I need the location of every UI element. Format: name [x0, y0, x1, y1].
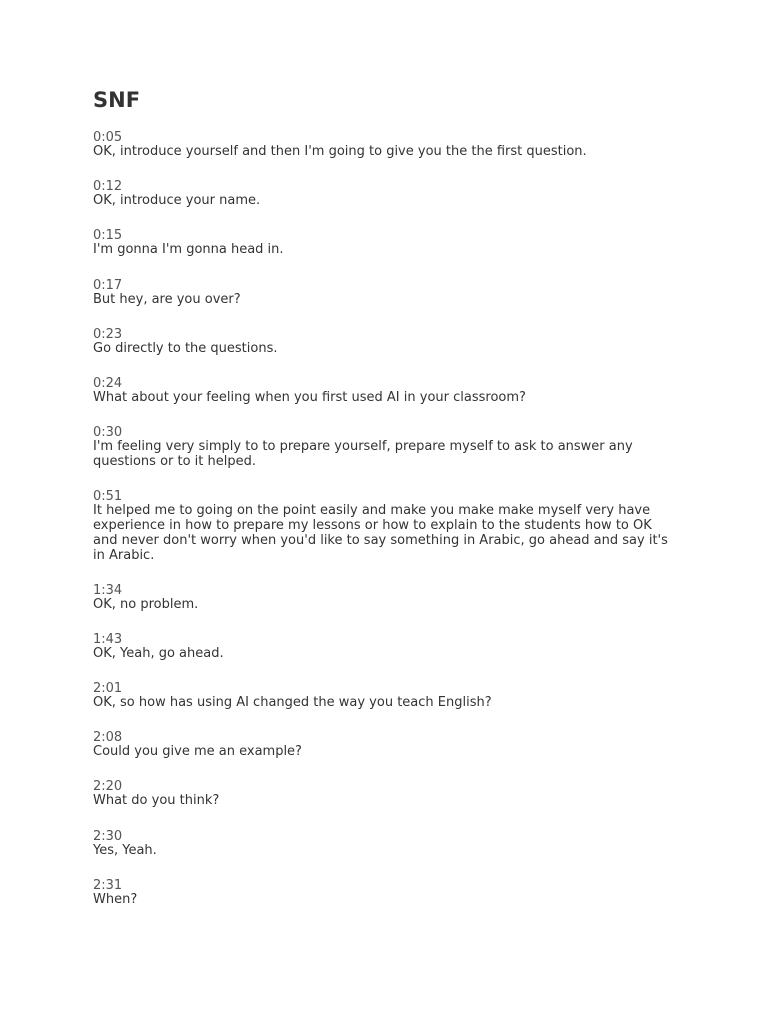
entry-timestamp: 0:51	[93, 489, 123, 505]
entry-text: I'm feeling very simply to to prepare yourself, prepare myself to ask to answer any questions or to it helped.	[93, 439, 633, 469]
transcript-entry	[93, 425, 673, 470]
transcript-entry	[93, 829, 673, 859]
transcript-entry	[93, 376, 673, 406]
entry-timestamp: 0:24	[93, 375, 123, 391]
entry-text: OK, introduce your name.	[93, 193, 261, 209]
transcript-entry	[93, 779, 673, 809]
entry-text: When?	[93, 891, 138, 907]
entry-text: What do you think?	[93, 793, 220, 809]
transcript-page	[93, 87, 673, 927]
document-title: SNF	[93, 88, 141, 112]
entry-timestamp: 0:30	[93, 425, 123, 441]
transcript-entry	[93, 681, 673, 711]
entry-timestamp: 0:23	[93, 326, 123, 342]
entry-text: But hey, are you over?	[93, 291, 241, 307]
transcript-entry	[93, 130, 673, 160]
transcript-entry	[93, 228, 673, 258]
entry-timestamp: 2:31	[93, 877, 123, 893]
entry-timestamp: 2:20	[93, 779, 123, 795]
transcript-entry	[93, 327, 673, 357]
transcript-entry	[93, 632, 673, 662]
entry-text: OK, no problem.	[93, 596, 199, 612]
entry-timestamp: 2:01	[93, 681, 123, 697]
transcript-list	[93, 130, 673, 908]
transcript-entry	[93, 278, 673, 308]
entry-timestamp: 2:30	[93, 828, 123, 844]
entry-timestamp: 0:05	[93, 130, 123, 145]
entry-timestamp: 2:08	[93, 730, 123, 746]
entry-timestamp: 1:43	[93, 631, 123, 647]
entry-text: Could you give me an example?	[93, 744, 302, 760]
transcript-entry	[93, 730, 673, 760]
entry-text: OK, so how has using AI changed the way you teach English?	[93, 695, 492, 711]
transcript-entry	[93, 878, 673, 908]
entry-text: What about your feeling when you first used AI in your classroom?	[93, 389, 526, 405]
transcript-entry	[93, 489, 673, 563]
entry-text: OK, Yeah, go ahead.	[93, 645, 224, 661]
entry-text: Yes, Yeah.	[93, 842, 157, 858]
transcript-entry	[93, 583, 673, 613]
transcript-entry	[93, 179, 673, 209]
entry-text: I'm gonna I'm gonna head in.	[93, 242, 284, 258]
entry-timestamp: 1:34	[93, 582, 123, 598]
entry-text: Go directly to the questions.	[93, 340, 278, 356]
entry-text: OK, introduce yourself and then I'm going to give you the the first question.	[93, 144, 587, 159]
entry-timestamp: 0:12	[93, 179, 123, 195]
entry-text: It helped me to going on the point easily and make you make make myself very have experience in how to prepare my lessons or how to explain to the students how to OK and never don't worry when you'd like to say something in Arabic, go ahead and say it's in Arabic.	[93, 503, 668, 563]
entry-timestamp: 0:17	[93, 277, 123, 293]
entry-timestamp: 0:15	[93, 228, 123, 244]
